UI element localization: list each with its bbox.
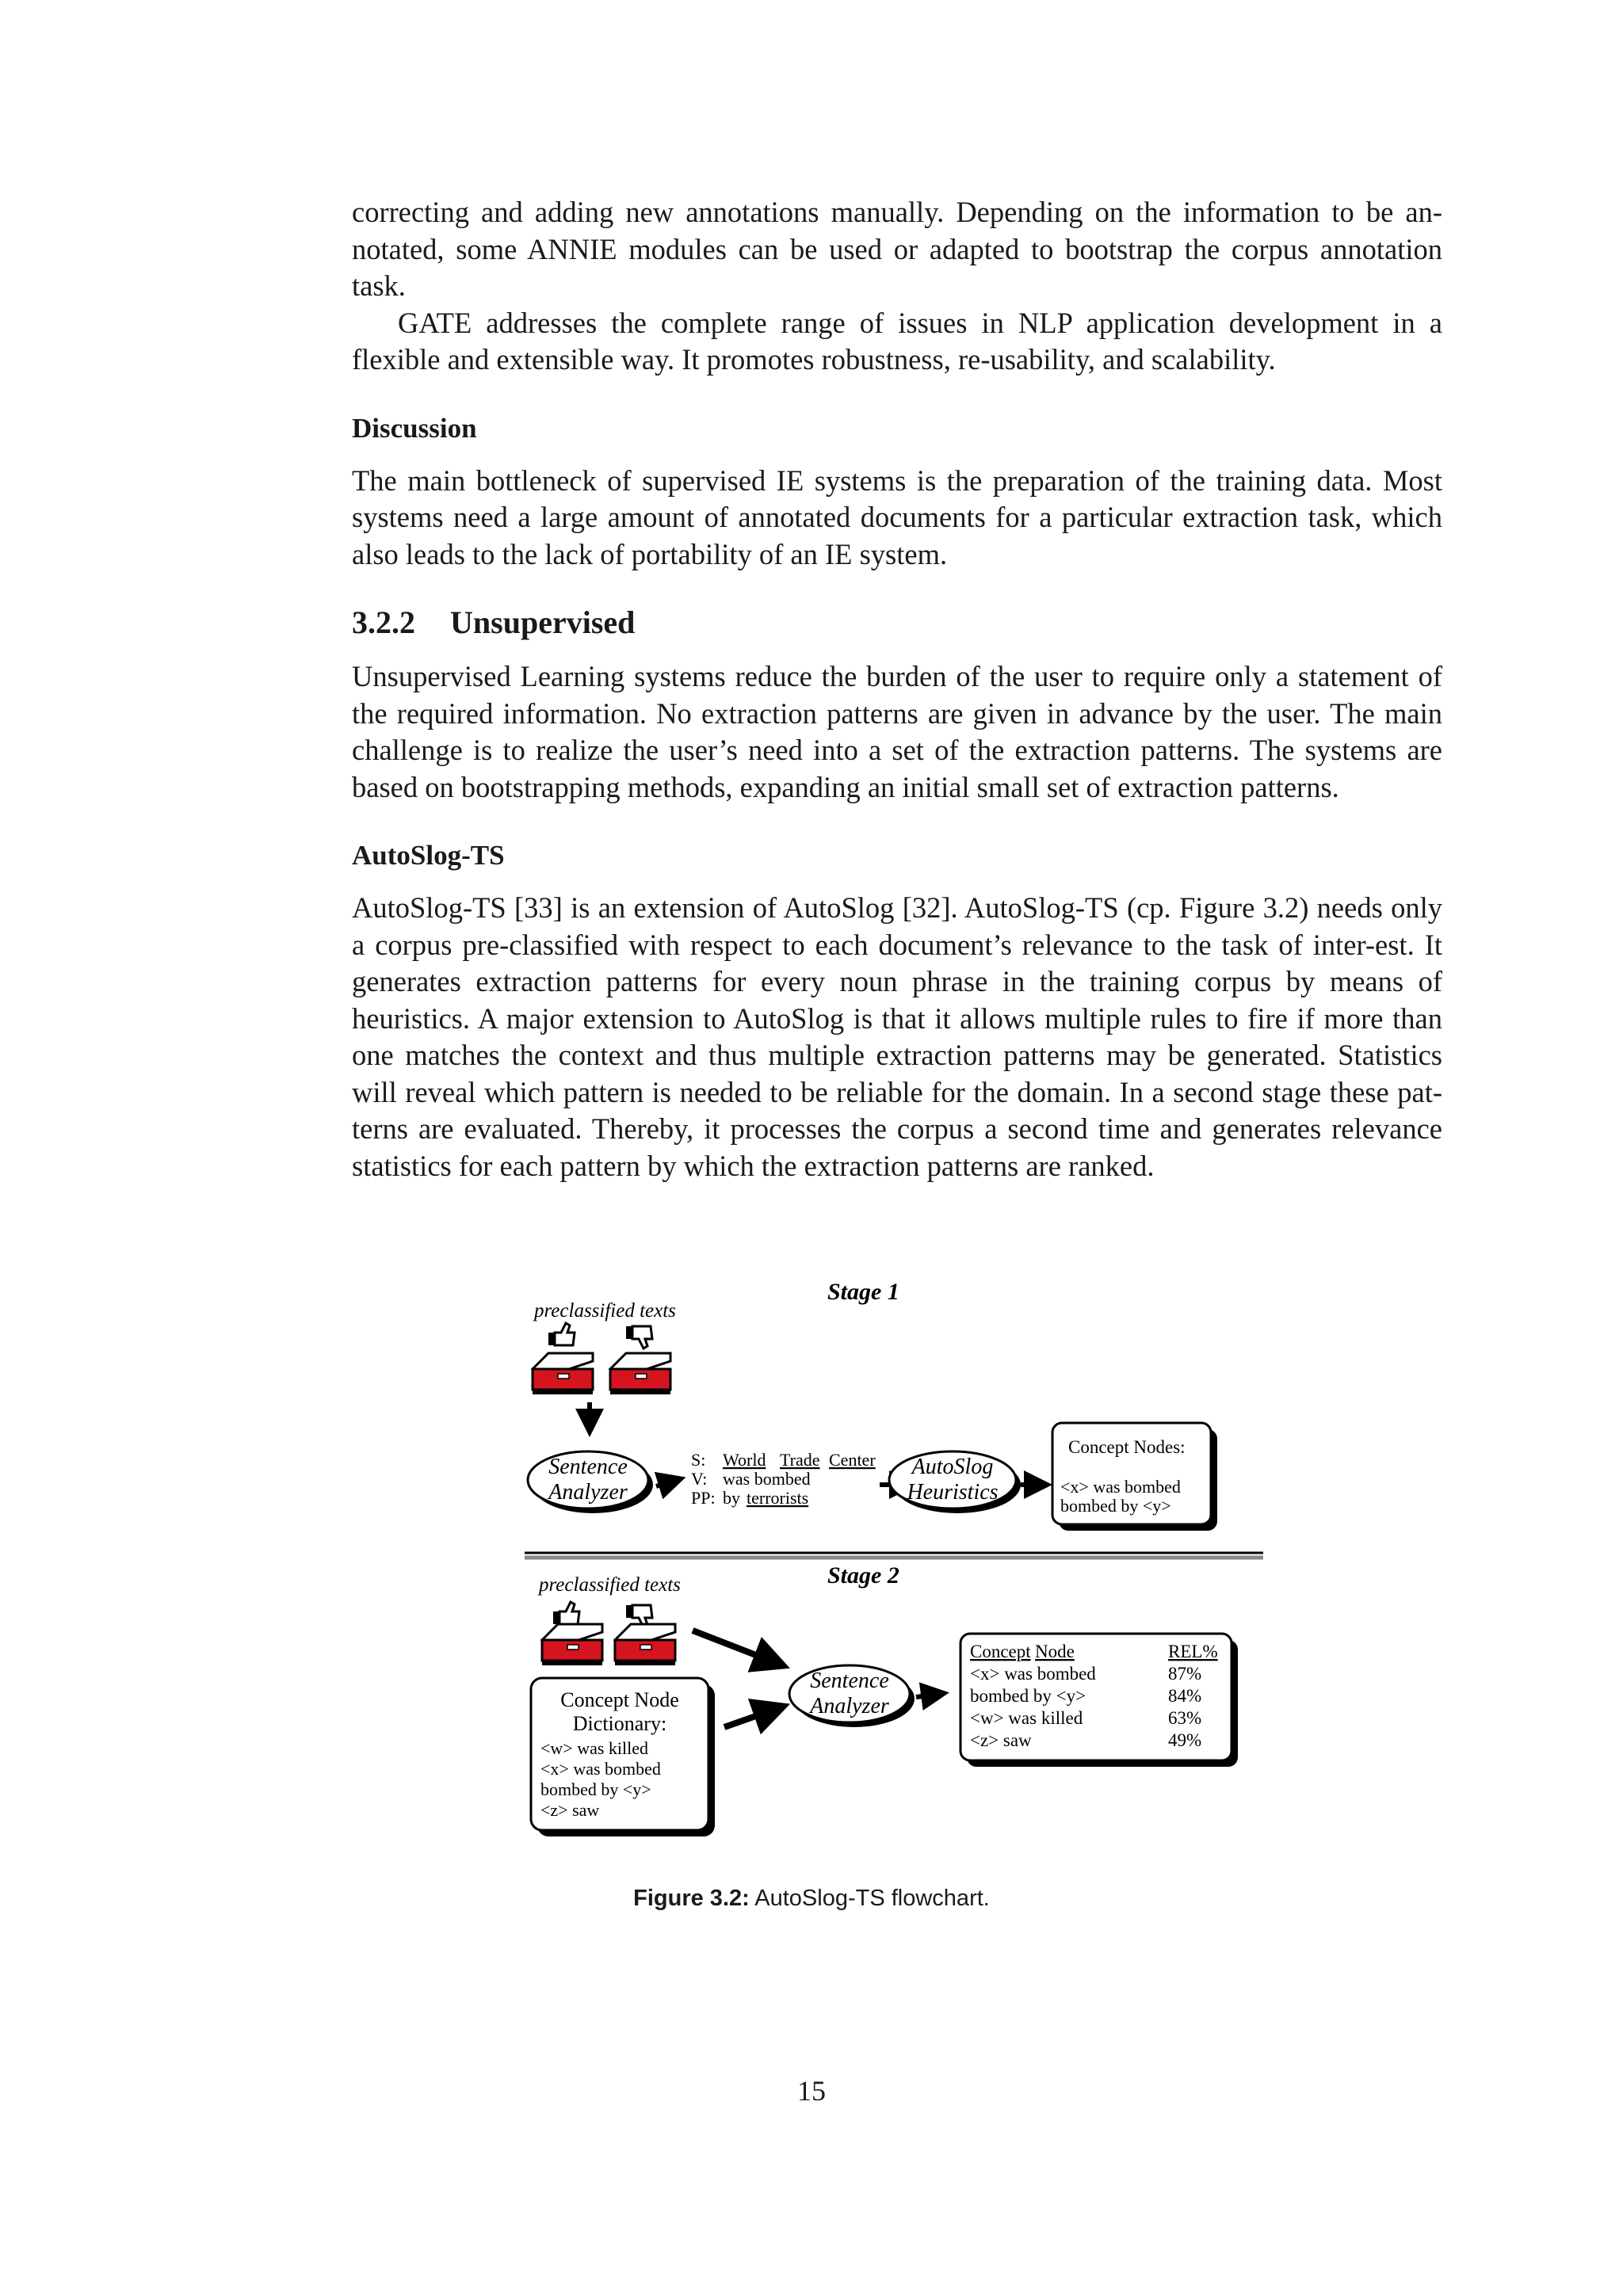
svg-text:63%: 63% [1168, 1708, 1202, 1728]
heading-discussion: Discussion [352, 412, 477, 444]
svg-text:V:: V: [691, 1469, 708, 1489]
svg-text:Heuristics: Heuristics [907, 1480, 999, 1505]
svg-text:49%: 49% [1168, 1730, 1202, 1750]
stage1-sentence-analyzer [528, 1451, 653, 1513]
svg-text:terrorists: terrorists [747, 1488, 809, 1508]
svg-text:<z> saw: <z> saw [540, 1800, 600, 1820]
svg-text:AutoSlog: AutoSlog [911, 1455, 994, 1479]
thumbs-up-icon [553, 1602, 579, 1624]
ranked-patterns-table [960, 1634, 1238, 1767]
section-number: 3.2.2 [352, 605, 415, 640]
section-heading [352, 603, 1442, 643]
figure-caption-text: AutoSlog-TS flowchart. [754, 1886, 990, 1911]
figure-caption-label: Figure 3.2: [633, 1886, 750, 1911]
document-tray-icon [615, 1624, 675, 1665]
paragraph-discussion: The main bottleneck of supervised IE systems is the preparation of the training data. Most systems need a large amount of annotated documents for a particular extraction task, which also leads to the lack of portability of an IE system. [352, 463, 1442, 570]
svg-text:Analyzer: Analyzer [548, 1480, 628, 1505]
paragraph-unsupervised: Unsupervised Learning systems reduce the burden of the user to require only a statement of the required information. No extraction patterns are given in advance by the user. The main challenge is to realize the user’s need into a set of the extraction patterns. The systems are based on bootstrapping methods, expanding an initial small set of extraction patterns. [352, 660, 1442, 803]
heading-autoslog-ts: AutoSlog-TS [352, 840, 505, 871]
svg-text:World: World [723, 1450, 766, 1470]
svg-text:<x> was bombed: <x> was bombed [1060, 1477, 1181, 1497]
svg-text:REL%: REL% [1168, 1642, 1218, 1661]
stage2-preclassified-label: preclassified texts [539, 1574, 681, 1596]
svg-text:<z> saw: <z> saw [970, 1730, 1032, 1750]
svg-text:bombed by <y>: bombed by <y> [1060, 1496, 1171, 1516]
svg-text:PP:: PP: [691, 1488, 716, 1508]
svg-text:Concept Node: Concept Node [560, 1688, 679, 1711]
svg-text:by: by [723, 1488, 740, 1508]
paragraph-annie: correcting and adding new annotations manually. Depending on the information to be an-notated, some ANNIE modules can be used or adapted to bootstrap the corpus annotation task. [352, 196, 1442, 302]
svg-text:S:: S: [691, 1450, 706, 1470]
svg-text:<w> was killed: <w> was killed [970, 1708, 1083, 1728]
paragraph-autoslog-ts: AutoSlog-TS [33] is an extension of AutoSlog [32]. AutoSlog-TS (cp. Figure 3.2) needs only a corpus pre-classified with respect to each document’s relevance to the task of inter-est. It generates extraction patterns for every noun phrase in the training corpus by means of heuristics. A major extension to AutoSlog is that it allows multiple rules to fire if more than one matches the context and thus multiple extraction patterns may be generated. Statistics will reveal which pattern is needed to be reliable for the domain. In a second stage these pat-terns are evaluated. Thereby, it processes the corpus a second time and generates relevance statistics for each pattern by which the extraction patterns are ranked. [352, 891, 1442, 1182]
svg-text:84%: 84% [1168, 1686, 1202, 1706]
svg-text:Dictionary:: Dictionary: [572, 1712, 667, 1735]
svg-text:<x> was bombed: <x> was bombed [540, 1759, 661, 1779]
stage1-label: Stage 1 [827, 1279, 899, 1305]
svg-text:87%: 87% [1168, 1664, 1202, 1684]
page-body [352, 194, 1442, 1184]
arrow-diagonal-up-icon [724, 1708, 778, 1727]
svg-text:Sentence: Sentence [810, 1669, 889, 1693]
svg-text:bombed by <y>: bombed by <y> [540, 1779, 651, 1799]
svg-text:Center: Center [829, 1450, 876, 1470]
thumbs-down-icon [626, 1326, 652, 1348]
document-tray-icon [542, 1624, 602, 1665]
svg-text:<x> was bombed: <x> was bombed [970, 1664, 1096, 1684]
stage2-label: Stage 2 [827, 1562, 899, 1589]
paragraph-gate: GATE addresses the complete range of issues in NLP application development in a flexible and extensible way. It promotes robustness, re-usability, and scalability. [352, 306, 1442, 376]
figure-caption [0, 1886, 1623, 1912]
autoslog-heuristics [889, 1451, 1021, 1513]
arrow-right-icon [656, 1480, 677, 1486]
stage1-parse-output [691, 1450, 876, 1508]
svg-text:<w> was killed: <w> was killed [540, 1738, 649, 1758]
svg-text:Concept Nodes:: Concept Nodes: [1068, 1437, 1186, 1457]
thumbs-up-icon [548, 1323, 575, 1345]
svg-text:was bombed: was bombed [723, 1469, 811, 1489]
autoslog-ts-flowchart [525, 1276, 1263, 1846]
svg-text:Sentence: Sentence [548, 1455, 628, 1479]
document-tray-icon [533, 1353, 593, 1394]
svg-text:Analyzer: Analyzer [810, 1694, 889, 1718]
stage1-preclassified-label: preclassified texts [534, 1300, 676, 1322]
arrow-diagonal-down-icon [693, 1630, 778, 1664]
stage1-concept-nodes-box [1052, 1423, 1217, 1531]
svg-text:Trade: Trade [780, 1450, 820, 1470]
concept-node-dictionary-box [531, 1678, 715, 1836]
page-number: 15 [797, 2075, 826, 2107]
stage2-sentence-analyzer [789, 1665, 915, 1727]
document-tray-icon [610, 1353, 670, 1394]
arrow-right-icon [916, 1694, 940, 1697]
svg-text:bombed by <y>: bombed by <y> [970, 1686, 1086, 1706]
svg-text:Concept: Concept [970, 1642, 1031, 1661]
section-title: Unsupervised [450, 605, 636, 640]
svg-text:Node: Node [1035, 1642, 1075, 1661]
